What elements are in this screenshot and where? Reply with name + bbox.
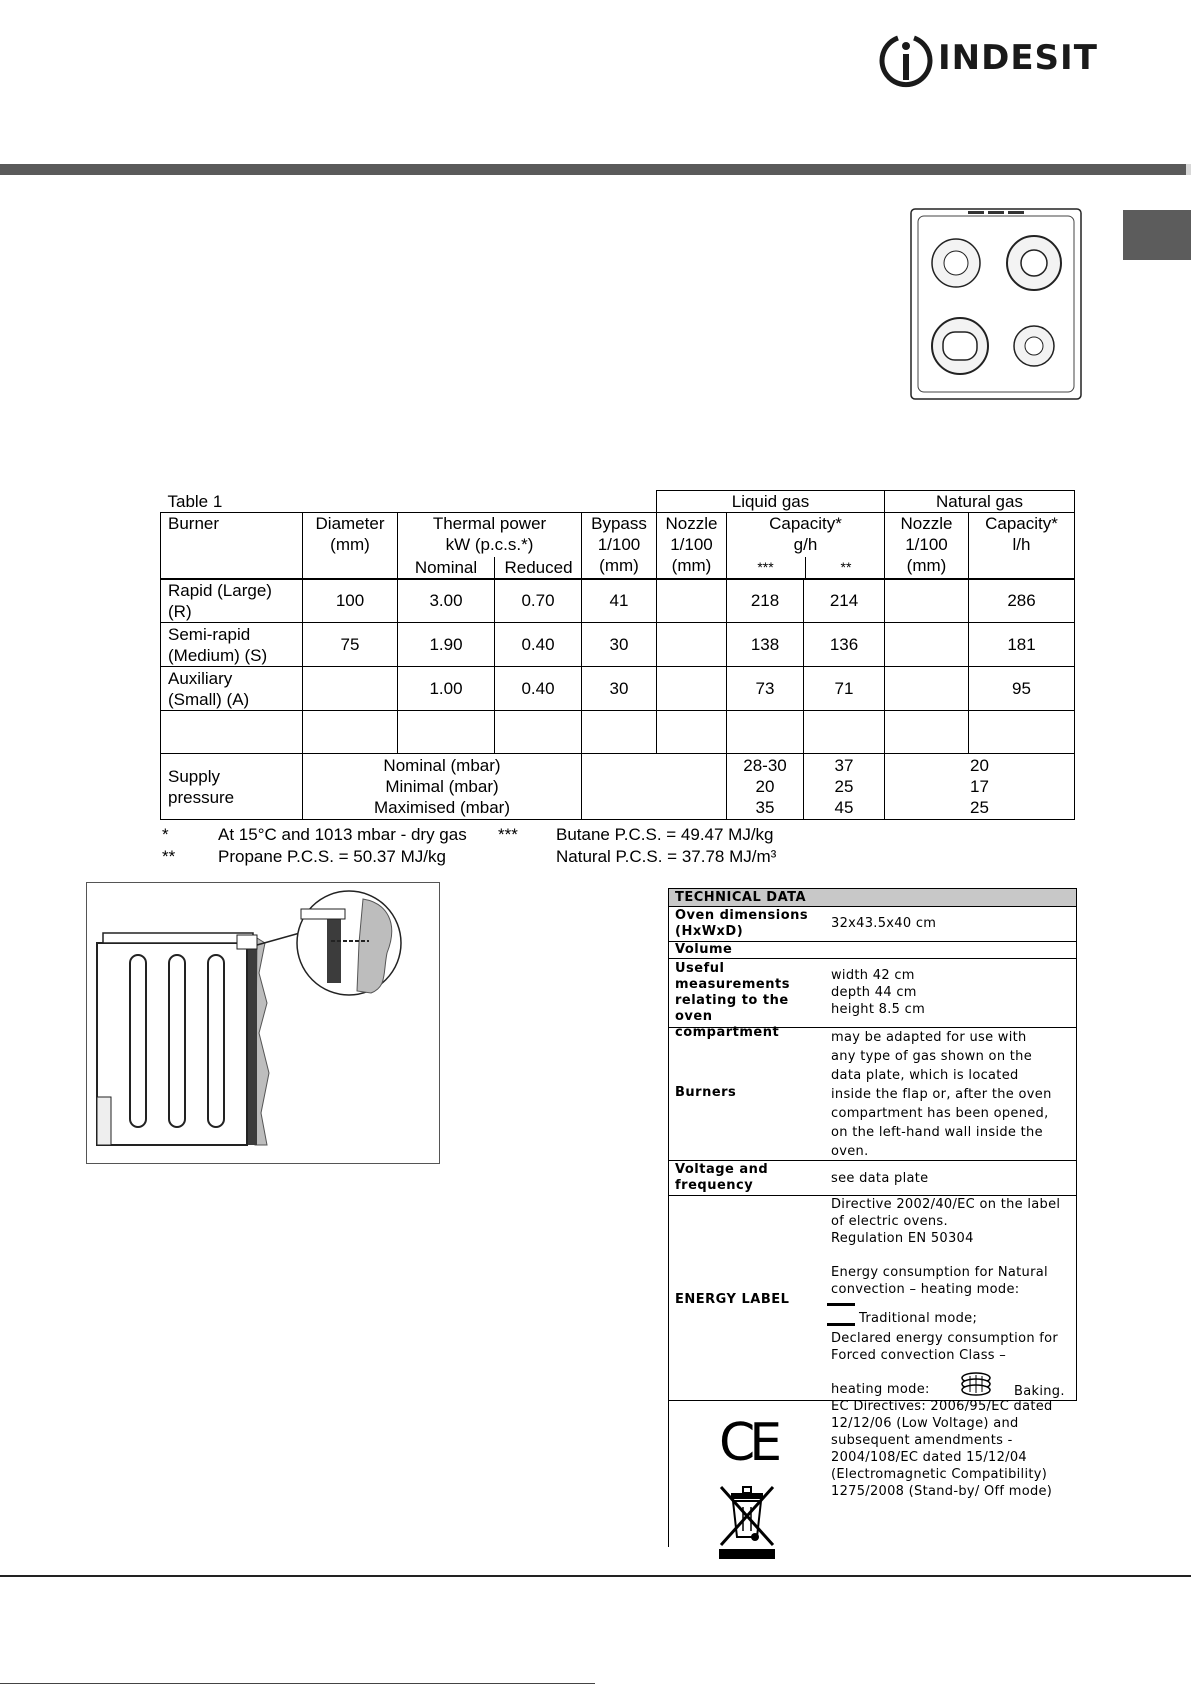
nozzle-natural-header: Nozzle 1/100 (mm) — [885, 513, 969, 579]
energy-label-row: ENERGY LABEL Directive 2002/40/EC on the label of electric ovens. Regulation EN 50304 Energy consumption for Natural convection – heating mode: Traditional mode; Declared energy consumption for Forced convection Class – heating mode: Baking. — [668, 1196, 1077, 1401]
voltage-row: Voltage and frequency see data plate — [668, 1161, 1077, 1196]
propane-col-mark: ** — [805, 557, 886, 579]
burner-header: Burner — [161, 513, 303, 579]
energy-label-description: Directive 2002/40/EC on the label of electric ovens. Regulation EN 50304 Energy consumption for Natural convection – heating mode: — [831, 1197, 1061, 1297]
table-row-empty — [161, 711, 1075, 754]
table-caption: Table 1 — [167, 491, 223, 511]
ce-mark-icon: CE — [719, 1413, 777, 1473]
header-bar-end — [1186, 164, 1191, 175]
oven-dimensions-row: Oven dimensions (HxWxD) 32x43.5x40 cm — [668, 907, 1077, 942]
energy-class-blank — [827, 1323, 855, 1326]
footnote-text: Butane P.C.S. = 49.47 MJ/kg — [556, 825, 774, 844]
ec-directives-text: EC Directives: 2006/95/EC dated 12/12/06 (Low Voltage) and subsequent amendments - 2004/108/EC dated 15/12/04 (Electromagnetic Compatibility) 1275/2008 (Stand-by/ Off mode) — [831, 1399, 1053, 1499]
baking-mode-icon — [958, 1371, 994, 1397]
capacity-natural-header: Capacity* l/h — [969, 513, 1075, 579]
footnote-mark: ** — [162, 847, 176, 866]
table-row: Rapid (Large) (R) 100 3.00 0.70 41 218 214 286 — [161, 579, 1075, 623]
natural-gas-header: Natural gas — [885, 491, 1075, 513]
technical-data-table — [668, 888, 1077, 1547]
table-footnotes — [160, 824, 860, 868]
table-row: Semi-rapid (Medium) (S) 75 1.90 0.40 30 138 136 181 — [161, 623, 1075, 667]
volume-row: Volume — [668, 942, 1077, 959]
reduced-header: Reduced — [504, 558, 573, 577]
supply-pressure-row: Supply pressure Nominal (mbar) Minimal (mbar) Maximised (mbar) 28-30 20 35 37 25 45 20 17 25 — [161, 754, 1075, 820]
thermal-power-header: Thermal power kW (p.c.s.*) Nominal Reduced — [398, 513, 582, 579]
footnote-text: Propane P.C.S. = 50.37 MJ/kg — [218, 847, 446, 866]
footer-rule-short — [0, 1683, 595, 1684]
nominal-header: Nominal — [398, 557, 495, 579]
footnote-text: Natural P.C.S. = 37.78 MJ/m³ — [556, 847, 777, 866]
indesit-logo — [876, 30, 1098, 92]
diameter-header: Diameter (mm) — [303, 513, 398, 579]
brand-name: INDESIT — [938, 38, 1098, 78]
energy-class-blank — [827, 1303, 855, 1306]
technical-data-title: TECHNICAL DATA — [668, 888, 1077, 907]
capacity-liquid-header: Capacity* g/h *** ** — [727, 513, 885, 579]
indesit-logo-icon — [876, 30, 936, 92]
weee-bin-icon — [717, 1483, 777, 1561]
footer-rule — [0, 1575, 1191, 1577]
footnote-mark: *** — [498, 825, 518, 844]
burners-row: Burners may be adapted for use with any type of gas shown on the data plate, which is located inside the flap or, after the oven compartment has been opened, on the left-hand wall inside the oven. — [668, 1028, 1077, 1161]
cooker-side-diagram — [87, 883, 439, 1163]
installation-figure — [86, 882, 440, 1164]
hob-layout-diagram — [910, 208, 1082, 400]
nozzle-header: Nozzle 1/100 (mm) — [657, 513, 727, 579]
liquid-gas-header: Liquid gas — [657, 491, 885, 513]
table-row: Auxiliary (Small) (A) 1.00 0.40 30 73 71 95 — [161, 667, 1075, 711]
footnote-text: At 15°C and 1013 mbar - dry gas — [218, 825, 467, 844]
bypass-header: Bypass 1/100 (mm) — [582, 513, 657, 579]
burner-gas-table — [160, 490, 1075, 820]
burners-description: may be adapted for use with any type of gas shown on the data plate, which is located inside the flap or, after the oven compartment has been opened, on the left-hand wall inside the oven. — [831, 1030, 1052, 1159]
footnote-mark: * — [162, 825, 169, 844]
language-tab — [1123, 210, 1191, 260]
header-bar — [0, 164, 1191, 175]
certification-row — [668, 1401, 1077, 1547]
butane-col-mark: *** — [757, 559, 774, 575]
useful-measurements-row: Useful measurements relating to the oven compartment width 42 cm depth 44 cm height 8.5 cm — [668, 959, 1077, 1028]
